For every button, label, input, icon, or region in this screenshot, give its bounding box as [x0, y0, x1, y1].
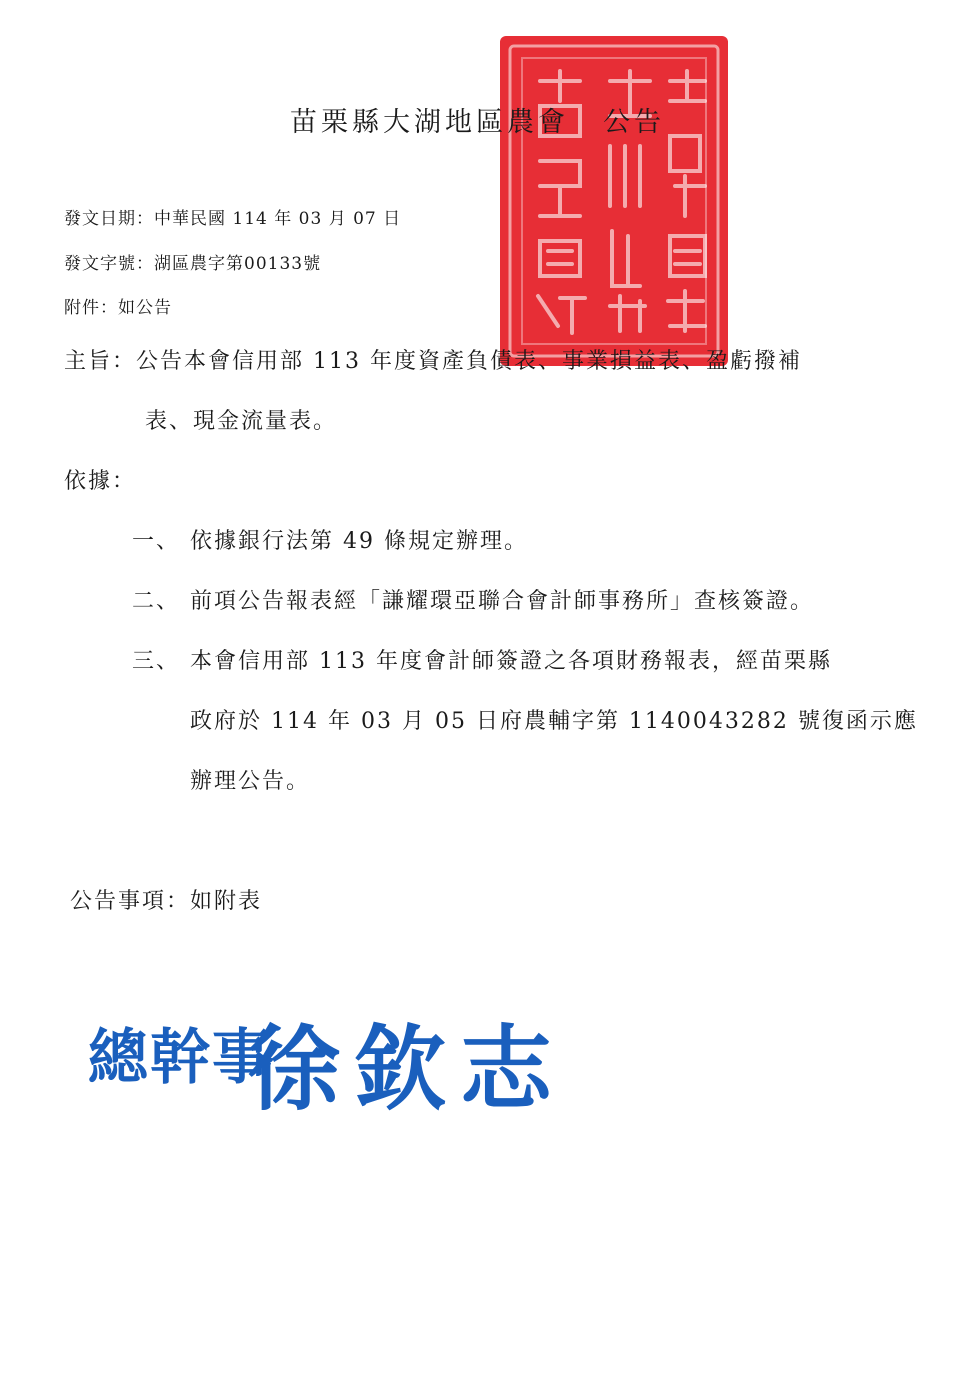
subject-line-1: 主旨：公告本會信用部 113 年度資產負債表、事業損益表、盈虧撥補	[64, 349, 802, 374]
basis-item-2-number: 二、	[132, 589, 181, 614]
signature-name: 徐欽志	[248, 1016, 567, 1123]
basis-item-3-text-line-1: 本會信用部 113 年度會計師簽證之各項財務報表，經苗栗縣	[190, 649, 832, 674]
basis-item-3-number: 三、	[132, 649, 181, 674]
basis-item-3-text-line-3: 辦理公告。	[190, 769, 311, 794]
document-title	[290, 100, 665, 139]
notice-items: 公告事項：如附表	[70, 889, 263, 914]
basis-heading: 依據：	[64, 469, 137, 494]
basis-item-1-number: 一、	[132, 529, 181, 554]
basis-item-3-text-line-2: 政府於 114 年 03 月 05 日府農輔字第 1140043282 號復函示應	[190, 709, 918, 734]
issue-date: 發文日期：中華民國 114 年 03 月 07 日	[64, 209, 402, 229]
org-name: 苗栗縣大湖地區農會	[290, 107, 569, 138]
subject-line-2: 表、現金流量表。	[145, 409, 338, 434]
basis-item-1-text: 依據銀行法第 49 條規定辦理。	[190, 529, 528, 554]
document-number: 發文字號：湖區農字第00133號	[64, 254, 322, 274]
seal-pattern	[500, 36, 728, 366]
attachment-note: 附件：如公告	[64, 298, 172, 318]
official-seal-stamp	[500, 36, 728, 366]
basis-item-2-text: 前項公告報表經「謙耀環亞聯合會計師事務所」查核簽證。	[190, 589, 815, 614]
signature-title: 總幹事	[88, 1023, 274, 1093]
doc-type: 公告	[603, 107, 665, 138]
